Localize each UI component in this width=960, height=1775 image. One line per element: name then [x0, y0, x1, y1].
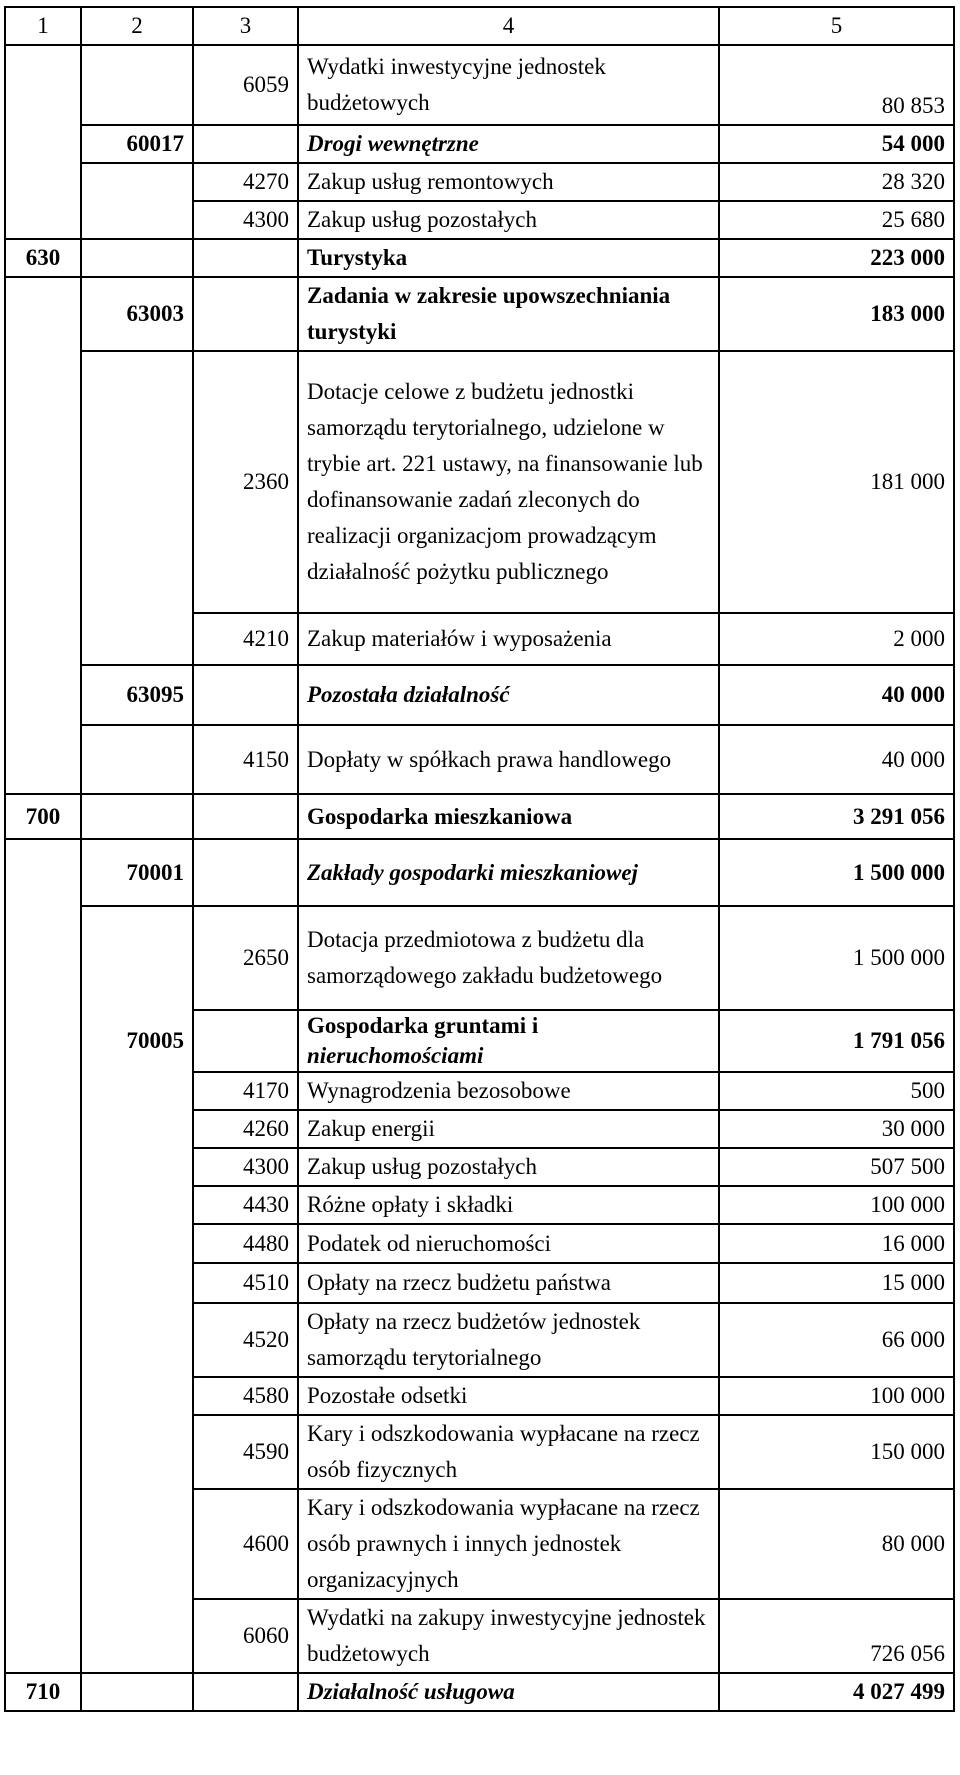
- paragraf-cell: [193, 1010, 298, 1072]
- dzial-cell: 630: [5, 239, 81, 277]
- table-row: [5, 613, 954, 665]
- dzial-cell: [5, 1110, 81, 1148]
- rozdzial-cell: [81, 1186, 193, 1224]
- table-row: [5, 1072, 954, 1110]
- table-row: [5, 163, 954, 201]
- table-row: [5, 125, 954, 163]
- kwota-cell: 100 000: [719, 1186, 954, 1224]
- table-row: [5, 794, 954, 839]
- dzial-cell: [5, 1415, 81, 1489]
- opis-cell: Kary i odszkodowania wypłacane na rzecz osób prawnych i innych jednostek organizacyjnych: [298, 1489, 719, 1599]
- table-row: [5, 839, 954, 906]
- paragraf-cell: 6060: [193, 1599, 298, 1673]
- dzial-cell: [5, 613, 81, 665]
- paragraf-cell: 4590: [193, 1415, 298, 1489]
- dzial-cell: [5, 906, 81, 1010]
- table-row: [5, 239, 954, 277]
- opis-cell: Turystyka: [298, 239, 719, 277]
- table-row: [5, 1489, 954, 1599]
- paragraf-cell: 4510: [193, 1263, 298, 1303]
- opis-cell: [298, 1010, 719, 1072]
- opis-cell: Zakup energii: [298, 1110, 719, 1148]
- dzial-cell: [5, 839, 81, 906]
- table-row: [5, 1377, 954, 1415]
- kwota-cell: 54 000: [719, 125, 954, 163]
- paragraf-cell: 4260: [193, 1110, 298, 1148]
- table-row: [5, 1110, 954, 1148]
- dzial-cell: [5, 277, 81, 351]
- header-col-4: 4: [298, 7, 719, 45]
- dzial-cell: [5, 1489, 81, 1599]
- paragraf-cell: [193, 1673, 298, 1711]
- opis-cell: Zakup usług pozostałych: [298, 201, 719, 239]
- table-row: [5, 1415, 954, 1489]
- opis-cell: Wydatki na zakupy inwestycyjne jednostek budżetowych: [298, 1599, 719, 1673]
- paragraf-cell: 2360: [193, 351, 298, 613]
- paragraf-cell: [193, 794, 298, 839]
- rozdzial-cell: 70001: [81, 839, 193, 906]
- kwota-cell: 15 000: [719, 1263, 954, 1303]
- dzial-cell: [5, 1186, 81, 1224]
- dzial-cell: [5, 665, 81, 725]
- kwota-cell: 40 000: [719, 725, 954, 794]
- paragraf-cell: 4170: [193, 1072, 298, 1110]
- paragraf-cell: [193, 125, 298, 163]
- paragraf-cell: 6059: [193, 45, 298, 125]
- table-row: [5, 1599, 954, 1673]
- dzial-cell: [5, 1303, 81, 1377]
- kwota-cell: 500: [719, 1072, 954, 1110]
- paragraf-cell: 4600: [193, 1489, 298, 1599]
- header-col-3: 3: [193, 7, 298, 45]
- opis-cell: Pozostałe odsetki: [298, 1377, 719, 1415]
- opis-cell: Zadania w zakresie upowszechniania turystyki: [298, 277, 719, 351]
- table-row: [5, 725, 954, 794]
- opis-cell: Wydatki inwestycyjne jednostek budżetowych: [298, 45, 719, 125]
- rozdzial-cell: [81, 1148, 193, 1186]
- rozdzial-cell: [81, 613, 193, 665]
- table-row: [5, 45, 954, 125]
- header-col-2: 2: [81, 7, 193, 45]
- rozdzial-cell: [81, 794, 193, 839]
- table-row: [5, 277, 954, 351]
- rozdzial-cell: [81, 1599, 193, 1673]
- paragraf-cell: 4480: [193, 1224, 298, 1263]
- kwota-cell: 28 320: [719, 163, 954, 201]
- paragraf-cell: 4300: [193, 1148, 298, 1186]
- rozdzial-cell: 70005: [81, 1010, 193, 1072]
- rozdzial-cell: [81, 906, 193, 1010]
- opis-cell: Zakłady gospodarki mieszkaniowej: [298, 839, 719, 906]
- kwota-cell: 80 853: [719, 45, 954, 125]
- rozdzial-cell: 63003: [81, 277, 193, 351]
- budget-expenditure-table: [4, 6, 955, 1712]
- opis-cell: Wynagrodzenia bezosobowe: [298, 1072, 719, 1110]
- opis-part-bold-italic: nieruchomościami: [307, 1043, 484, 1068]
- kwota-cell: 4 027 499: [719, 1673, 954, 1711]
- opis-cell: Opłaty na rzecz budżetu państwa: [298, 1263, 719, 1303]
- paragraf-cell: [193, 839, 298, 906]
- rozdzial-cell: 60017: [81, 125, 193, 163]
- dzial-cell: [5, 1263, 81, 1303]
- table-row: [5, 1186, 954, 1224]
- paragraf-cell: 4300: [193, 201, 298, 239]
- rozdzial-cell: [81, 163, 193, 201]
- rozdzial-cell: [81, 725, 193, 794]
- rozdzial-cell: [81, 1377, 193, 1415]
- rozdzial-cell: [81, 1489, 193, 1599]
- table-row: [5, 1263, 954, 1303]
- rozdzial-cell: [81, 1072, 193, 1110]
- paragraf-cell: [193, 277, 298, 351]
- dzial-cell: 710: [5, 1673, 81, 1711]
- dzial-cell: [5, 125, 81, 163]
- dzial-cell: [5, 725, 81, 794]
- rozdzial-cell: [81, 1110, 193, 1148]
- table-row: [5, 1010, 954, 1072]
- dzial-cell: [5, 1148, 81, 1186]
- paragraf-cell: [193, 665, 298, 725]
- table-row: [5, 1148, 954, 1186]
- kwota-cell: 1 500 000: [719, 906, 954, 1010]
- kwota-cell: 16 000: [719, 1224, 954, 1263]
- dzial-cell: [5, 1224, 81, 1263]
- rozdzial-cell: [81, 1224, 193, 1263]
- kwota-cell: 726 056: [719, 1599, 954, 1673]
- paragraf-cell: 4520: [193, 1303, 298, 1377]
- kwota-cell: 1 791 056: [719, 1010, 954, 1072]
- paragraf-cell: [193, 239, 298, 277]
- kwota-cell: 150 000: [719, 1415, 954, 1489]
- dzial-cell: [5, 163, 81, 201]
- opis-cell: Podatek od nieruchomości: [298, 1224, 719, 1263]
- paragraf-cell: 4430: [193, 1186, 298, 1224]
- header-col-1: 1: [5, 7, 81, 45]
- dzial-cell: [5, 1599, 81, 1673]
- table-row: [5, 1673, 954, 1711]
- dzial-cell: [5, 45, 81, 125]
- rozdzial-cell: [81, 1263, 193, 1303]
- header-row: [5, 7, 954, 45]
- dzial-cell: 700: [5, 794, 81, 839]
- rozdzial-cell: [81, 1415, 193, 1489]
- kwota-cell: 25 680: [719, 201, 954, 239]
- kwota-cell: 183 000: [719, 277, 954, 351]
- opis-cell: Gospodarka mieszkaniowa: [298, 794, 719, 839]
- paragraf-cell: 4210: [193, 613, 298, 665]
- kwota-cell: 66 000: [719, 1303, 954, 1377]
- header-col-5: 5: [719, 7, 954, 45]
- opis-cell: Zakup materiałów i wyposażenia: [298, 613, 719, 665]
- table-row: [5, 201, 954, 239]
- dzial-cell: [5, 201, 81, 239]
- kwota-cell: 40 000: [719, 665, 954, 725]
- opis-part-bold: Gospodarka gruntami i: [307, 1013, 539, 1038]
- table-row: [5, 1303, 954, 1377]
- dzial-cell: [5, 1072, 81, 1110]
- rozdzial-cell: [81, 45, 193, 125]
- dzial-cell: [5, 1010, 81, 1072]
- table-row: [5, 351, 954, 613]
- rozdzial-cell: [81, 1673, 193, 1711]
- kwota-cell: 30 000: [719, 1110, 954, 1148]
- opis-cell: Opłaty na rzecz budżetów jednostek samorządu terytorialnego: [298, 1303, 719, 1377]
- kwota-cell: 80 000: [719, 1489, 954, 1599]
- kwota-cell: 223 000: [719, 239, 954, 277]
- opis-cell: Działalność usługowa: [298, 1673, 719, 1711]
- dzial-cell: [5, 351, 81, 613]
- rozdzial-cell: [81, 239, 193, 277]
- rozdzial-cell: 63095: [81, 665, 193, 725]
- opis-cell: Dotacja przedmiotowa z budżetu dla samorządowego zakładu budżetowego: [298, 906, 719, 1010]
- rozdzial-cell: [81, 1303, 193, 1377]
- paragraf-cell: 4270: [193, 163, 298, 201]
- kwota-cell: 507 500: [719, 1148, 954, 1186]
- kwota-cell: 2 000: [719, 613, 954, 665]
- budget-table-page: [4, 6, 953, 1712]
- paragraf-cell: 2650: [193, 906, 298, 1010]
- table-row: [5, 665, 954, 725]
- kwota-cell: 181 000: [719, 351, 954, 613]
- rozdzial-cell: [81, 351, 193, 613]
- opis-cell: Zakup usług remontowych: [298, 163, 719, 201]
- paragraf-cell: 4580: [193, 1377, 298, 1415]
- kwota-cell: 1 500 000: [719, 839, 954, 906]
- opis-cell: Dotacje celowe z budżetu jednostki samorządu terytorialnego, udzielone w trybie art. 221 ustawy, na finansowanie lub dofinansowanie zadań zleconych do realizacji organizacjom prowadzącym działalność pożytku publicznego: [298, 351, 719, 613]
- kwota-cell: 100 000: [719, 1377, 954, 1415]
- kwota-cell: 3 291 056: [719, 794, 954, 839]
- opis-cell: Kary i odszkodowania wypłacane na rzecz osób fizycznych: [298, 1415, 719, 1489]
- opis-cell: Dopłaty w spółkach prawa handlowego: [298, 725, 719, 794]
- table-row: [5, 906, 954, 1010]
- paragraf-cell: 4150: [193, 725, 298, 794]
- opis-cell: Drogi wewnętrzne: [298, 125, 719, 163]
- rozdzial-cell: [81, 201, 193, 239]
- opis-cell: Różne opłaty i składki: [298, 1186, 719, 1224]
- opis-cell: Pozostała działalność: [298, 665, 719, 725]
- opis-cell: Zakup usług pozostałych: [298, 1148, 719, 1186]
- table-row: [5, 1224, 954, 1263]
- dzial-cell: [5, 1377, 81, 1415]
